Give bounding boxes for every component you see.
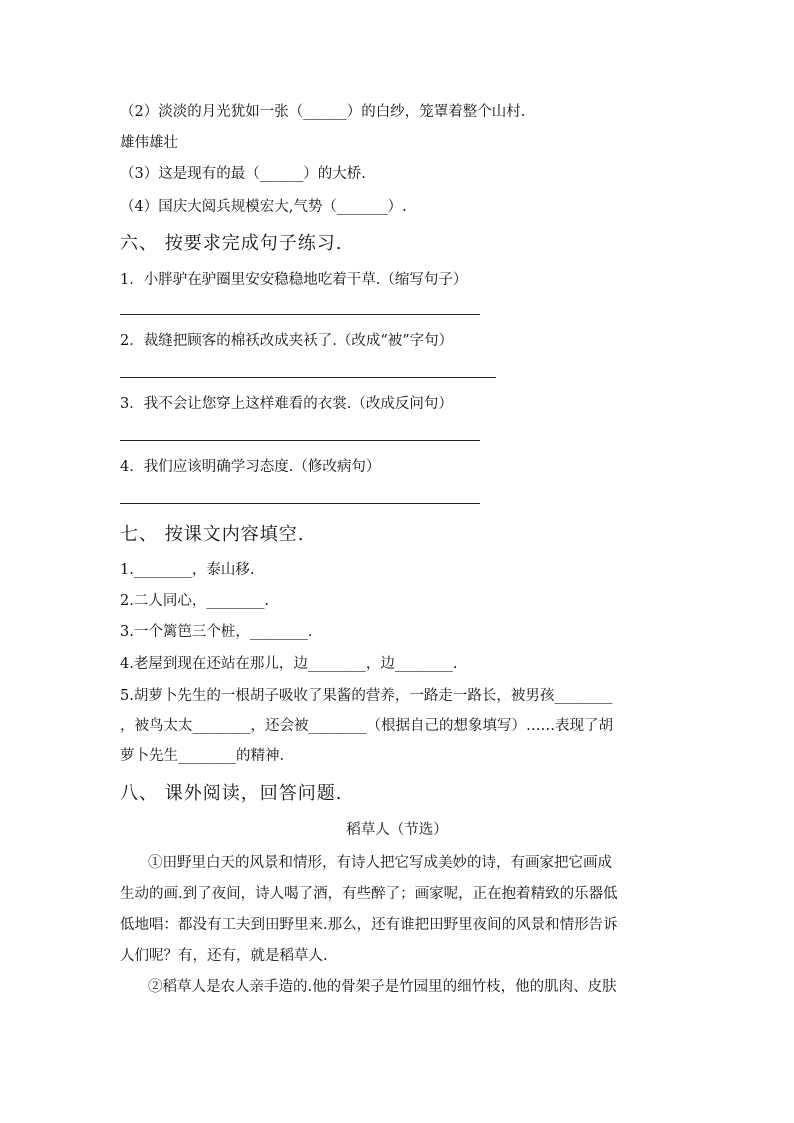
section-7-item-3: 3.一个篱笆三个桩，________. [120,624,313,640]
section-7-item-2: 2.二人同心，________. [120,593,269,609]
section-7-item-4: 4.老屋到现在还站在那儿，边________，边________. [120,656,458,672]
question-5-4: （4）国庆大阅兵规模宏大,气势（_______）. [120,199,407,215]
section-6-item-4: 4．我们应该明确学习态度.（修改病句） [120,459,381,475]
passage-line-2: 生动的画.到了夜间，诗人喝了酒，有些醉了；画家呢，正在抱着精致的乐器低 [120,886,618,902]
question-5-3: （3）这是现有的最（______）的大桥. [120,166,366,182]
section-6-item-3: 3．我不会让您穿上这样难看的衣裳.（改成反问句） [120,396,453,412]
word-choices: 雄伟雄壮 [120,135,178,151]
passage-title: 稻草人（节选） [346,822,448,838]
section-7-item-5-line-1: 5.胡萝卜先生的一根胡子吸收了果酱的营养，一路走一路长，被男孩________ [120,688,613,704]
section-6-item-2: 2．裁缝把顾客的棉袄改成夹袄了.（改成“被”字句） [120,333,454,349]
answer-line-6-3[interactable] [120,440,480,441]
passage-line-4: 人们呢？有，还有，就是稻草人. [120,948,328,964]
section-6-item-1: 1．小胖驴在驴圈里安安稳稳地吃着干草.（缩写句子） [120,272,468,288]
passage-line-5: ②稻草人是农人亲手造的.他的骨架子是竹园里的细竹枝，他的肌肉、皮肤 [148,979,617,995]
passage-line-3: 低地唱：都没有工夫到田野里来.那么，还有谁把田野里夜间的风景和情形告诉 [120,917,618,933]
answer-line-6-4[interactable] [120,503,480,504]
passage-line-1: ①田野里白天的风景和情形，有诗人把它写成美妙的诗，有画家把它画成 [148,855,612,871]
section-7-item-5-line-2: ，被鸟太太________，还会被________（根据自己的想象填写）……表现了胡 [120,718,613,734]
question-5-2: （2）淡淡的月光犹如一张（______）的白纱，笼罩着整个山村. [120,104,526,120]
answer-line-6-2[interactable] [120,377,496,378]
section-6-heading: 六、 按要求完成句子练习. [120,233,343,254]
section-7-item-1: 1.________，泰山移. [120,562,255,578]
section-7-heading: 七、 按课文内容填空. [120,524,305,545]
section-7-item-5-line-3: 萝卜先生________的精神. [120,748,285,764]
answer-line-6-1[interactable] [120,314,480,315]
section-8-heading: 八、 课外阅读，回答问题. [120,783,343,804]
